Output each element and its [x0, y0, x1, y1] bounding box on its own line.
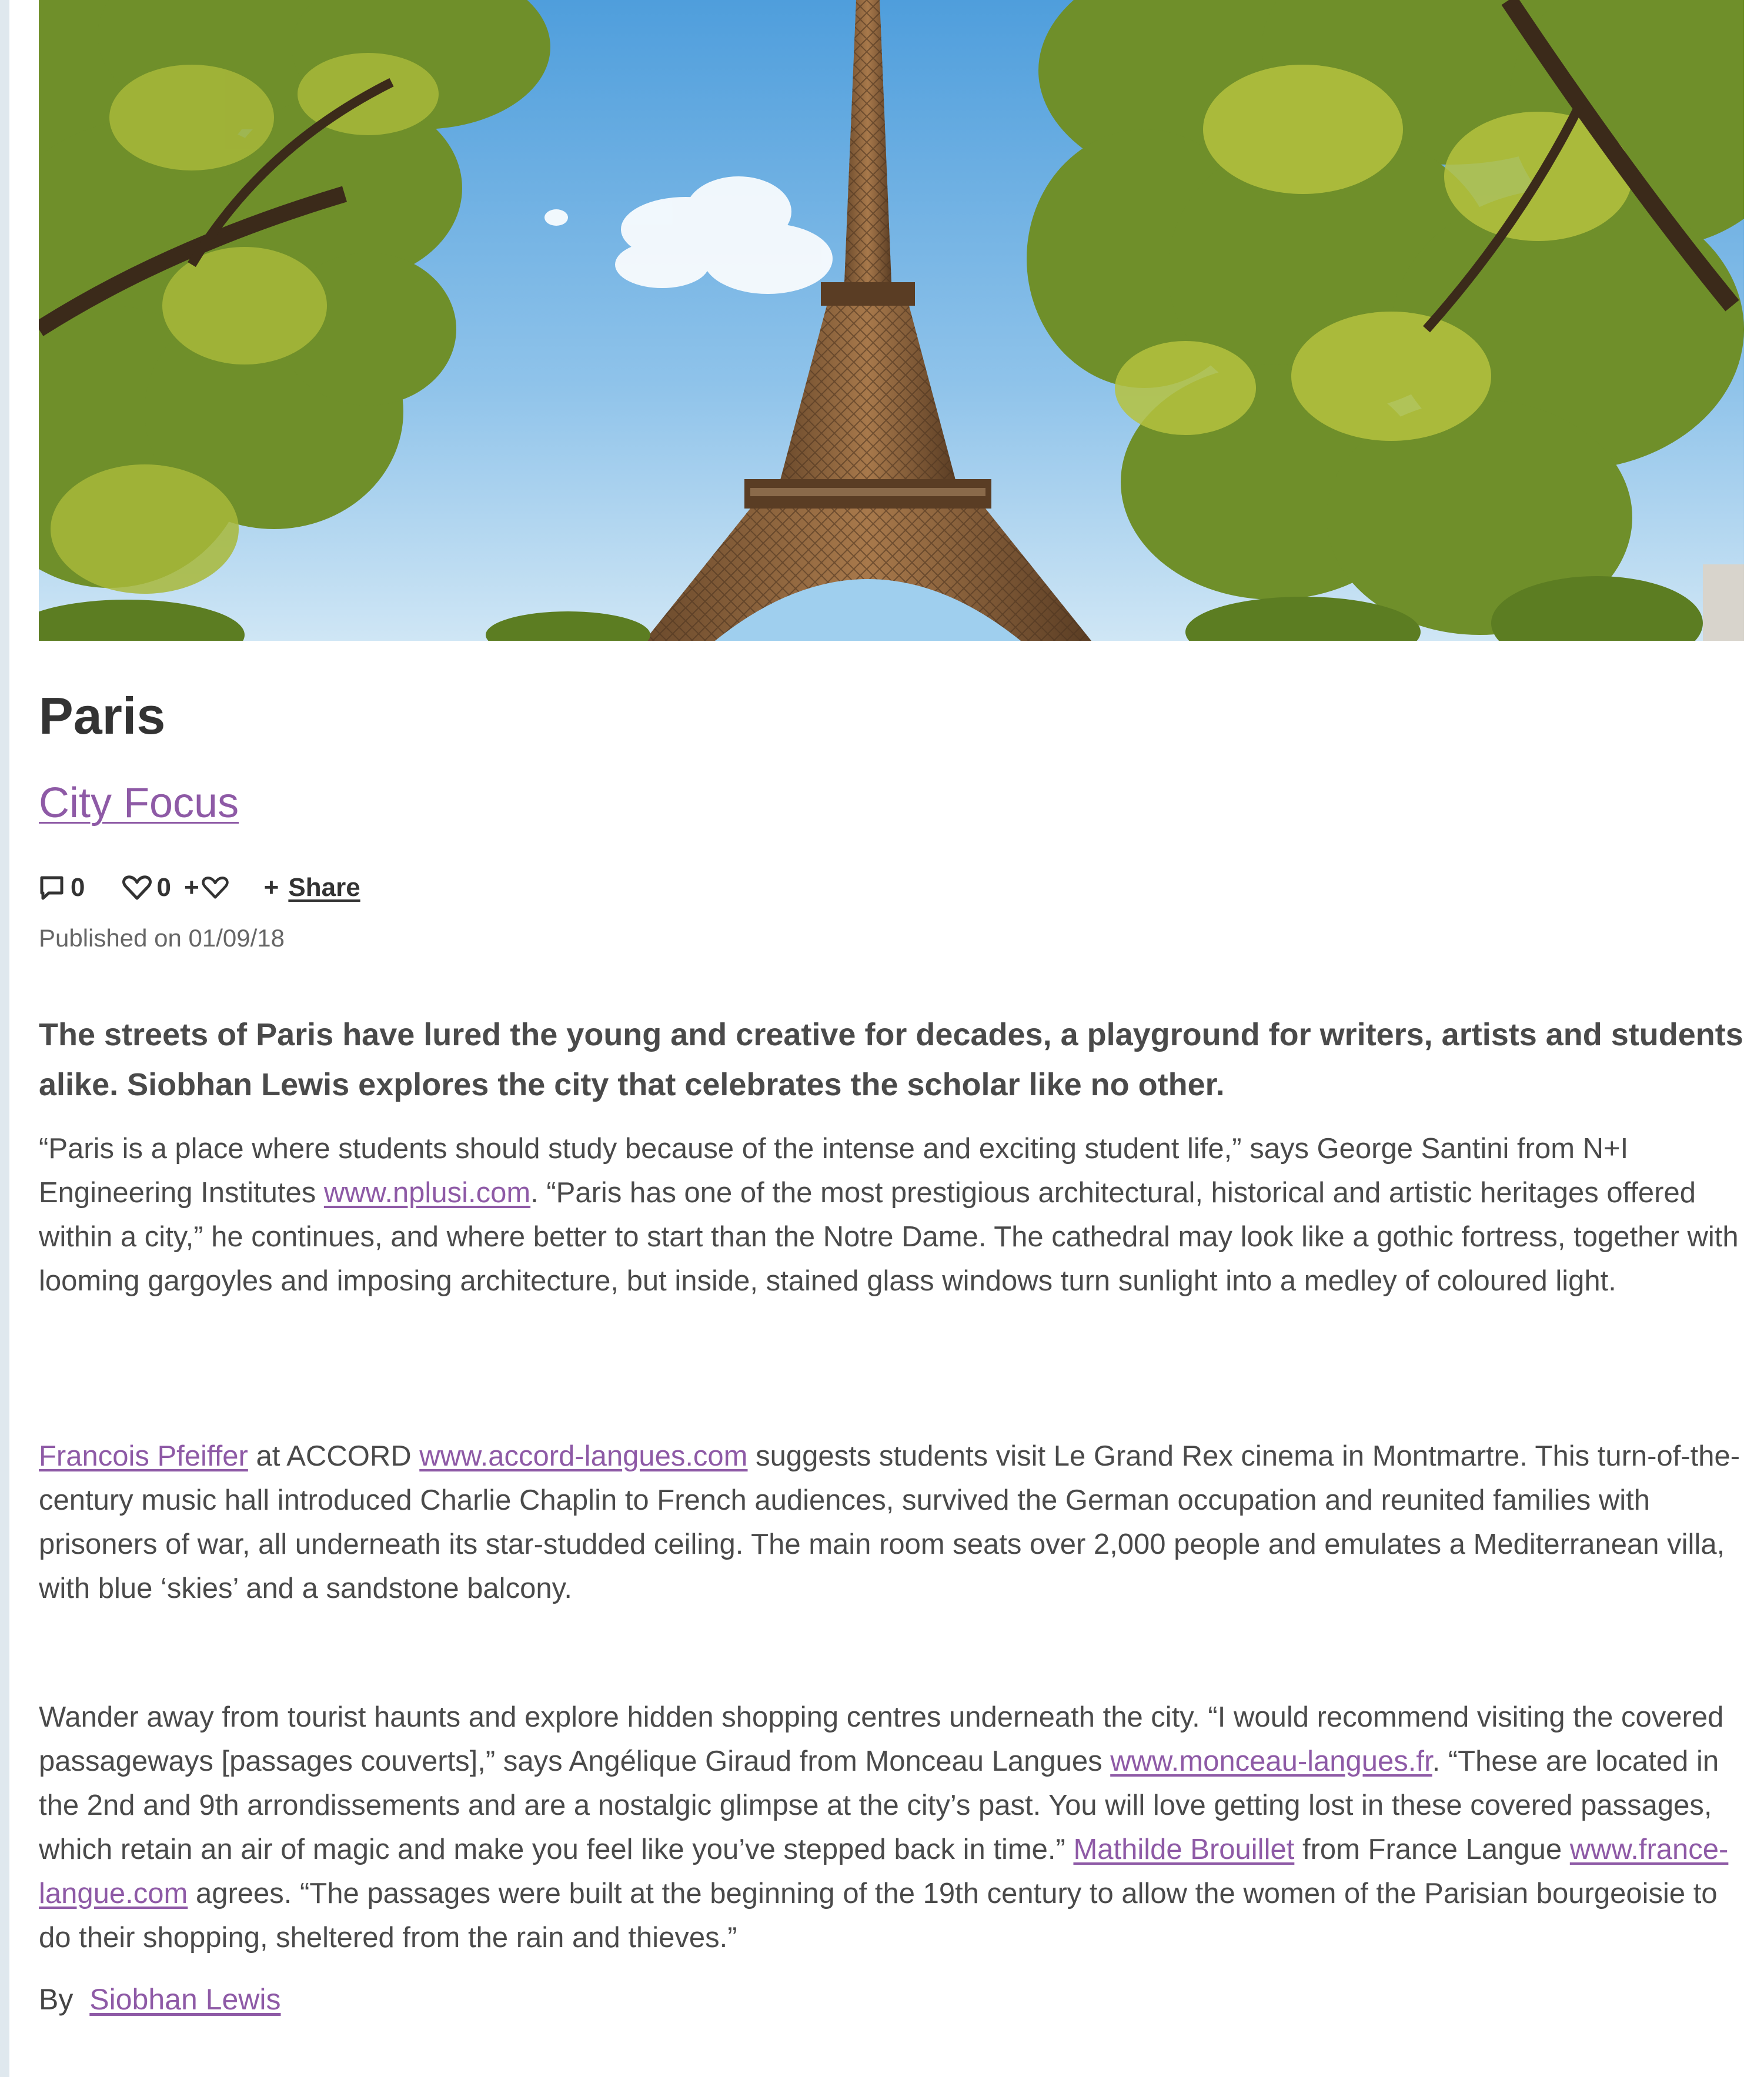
link-nplusi[interactable]: www.nplusi.com — [323, 1177, 531, 1209]
likes-button[interactable] — [122, 873, 171, 902]
link-monceau-langues[interactable]: www.monceau-langues.fr — [1110, 1745, 1432, 1777]
link-mathilde-brouillet[interactable]: Mathilde Brouillet — [1073, 1834, 1295, 1865]
share-label: Share — [288, 873, 360, 902]
hero-image — [39, 0, 1744, 641]
byline — [39, 1982, 281, 2016]
article-lede: The streets of Paris have lured the young and creative for decades, a playground for writers, artists and students alike. Siobhan Lewis explores the city that celebrates the scholar like no other. — [39, 1017, 1743, 1102]
heart-icon — [122, 875, 152, 901]
paragraph-1 — [39, 1127, 1744, 1303]
byline-prefix: By — [39, 1983, 74, 2016]
share-button[interactable] — [264, 873, 360, 902]
comments-count: 0 — [71, 873, 85, 902]
link-francois-pfeiffer[interactable]: Francois Pfeiffer — [39, 1440, 248, 1472]
author-link[interactable]: Siobhan Lewis — [89, 1983, 281, 2016]
plus-icon: + — [263, 873, 279, 902]
paragraph-2-text-1: at ACCORD — [248, 1440, 420, 1472]
link-france-langue[interactable]: www.france-langue.com — [39, 1834, 1729, 1909]
paragraph-1-text-2: . “Paris has one of the most prestigious architectural, historical and artistic heritages offered within a city,” he continues, and where better to start than the Notre Dame. The cathedral may look like a gothic fortress, together with looming gargoyles and imposing architecture, but inside, stained glass windows turn sunlight into a medley of coloured light. — [39, 1177, 1739, 1297]
paragraph-3-text-3: from France Langue — [1294, 1834, 1570, 1865]
paragraph-2 — [39, 1434, 1744, 1611]
paragraph-3-text-4: agrees. “The passages were built at the beginning of the 19th century to allow the women of the Parisian bourgeoisie to do their shopping, sheltered from the rain and thieves.” — [39, 1878, 1718, 1954]
add-like-label: + — [183, 873, 199, 902]
left-rail — [0, 0, 9, 2077]
category-link[interactable]: City Focus — [39, 780, 239, 827]
paragraph-3 — [39, 1695, 1744, 1960]
paragraph-3-text-2: . “These are located in the 2nd and 9th arrondissements and are a nostalgic glimpse at the city’s past. You will love getting lost in these covered passages, which retain an air of magic and make you feel like you’ve stepped back in time.” — [39, 1745, 1719, 1865]
published-date: Published on 01/09/18 — [39, 924, 285, 952]
link-accord-langues[interactable]: www.accord-langues.com — [419, 1440, 748, 1472]
likes-count: 0 — [156, 873, 171, 902]
paragraph-2-text-2: suggests students visit Le Grand Rex cinema in Montmartre. This turn-of-the-century music hall introduced Charlie Chaplin to French audiences, survived the German occupation and reunited families with prisoners of war, all underneath its star-studded ceiling. The main room seats over 2,000 people and emulates a Mediterranean villa, with blue ‘skies’ and a sandstone balcony. — [39, 1440, 1740, 1604]
comment-icon — [39, 875, 65, 901]
add-like-button[interactable] — [184, 873, 229, 902]
paragraph-1-text-1: “Paris is a place where students should study because of the intense and exciting student life,” says George Santini from N+I Engineering Institutes — [39, 1133, 1629, 1209]
paragraph-3-text-1: Wander away from tourist haunts and explore hidden shopping centres underneath the city. “I would recommend visiting the covered passageways [passages couverts],” says Angélique Giraud from Monceau Langues — [39, 1701, 1724, 1777]
eiffel-tower-illustration — [39, 0, 1744, 641]
comments-button[interactable] — [39, 873, 85, 902]
heart-outline-icon — [202, 876, 229, 899]
article-actions — [39, 870, 360, 905]
page-title: Paris — [39, 687, 166, 745]
